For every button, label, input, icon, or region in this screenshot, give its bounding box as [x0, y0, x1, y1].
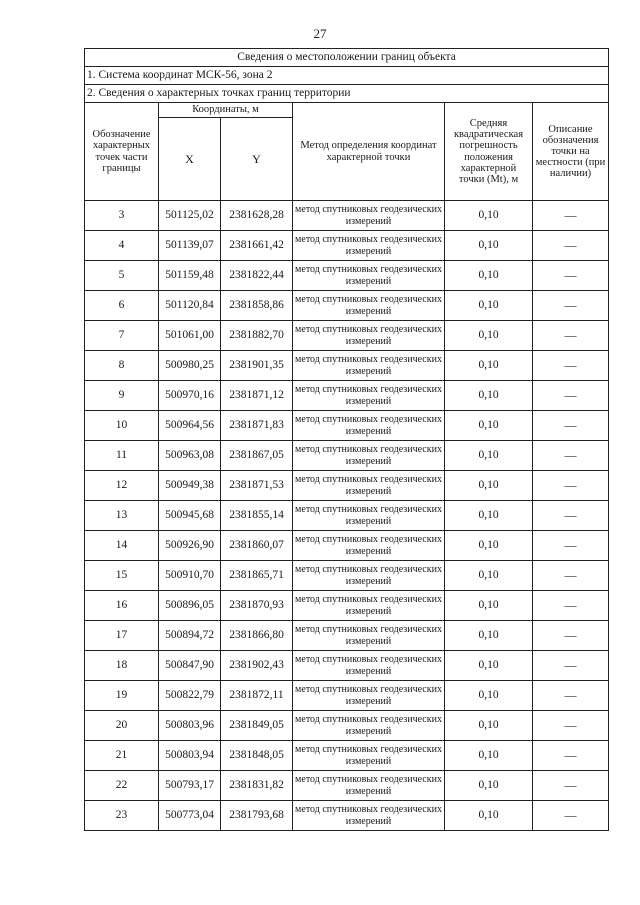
description-cell: —: [533, 351, 609, 381]
point-number: 6: [85, 291, 159, 321]
point-number: 12: [85, 471, 159, 501]
method-cell: метод спутниковых геодезических измерений: [293, 621, 445, 651]
table-title: Сведения о местоположении границ объекта: [85, 49, 609, 67]
coordinate-y: 2381831,82: [221, 771, 293, 801]
method-cell: метод спутниковых геодезических измерений: [293, 351, 445, 381]
method-cell: метод спутниковых геодезических измерений: [293, 501, 445, 531]
method-cell: метод спутниковых геодезических измерений: [293, 231, 445, 261]
coordinate-x: 500970,16: [159, 381, 221, 411]
description-cell: —: [533, 381, 609, 411]
method-cell: метод спутниковых геодезических измерений: [293, 471, 445, 501]
coordinate-y: 2381872,11: [221, 681, 293, 711]
description-cell: —: [533, 531, 609, 561]
point-number: 18: [85, 651, 159, 681]
coordinate-y: 2381860,07: [221, 531, 293, 561]
coordinate-x: 500964,56: [159, 411, 221, 441]
coordinate-x: 500949,38: [159, 471, 221, 501]
error-cell: 0,10: [445, 741, 533, 771]
method-cell: метод спутниковых геодезических измерений: [293, 381, 445, 411]
method-cell: метод спутниковых геодезических измерений: [293, 771, 445, 801]
table-row: [85, 291, 609, 321]
error-cell: 0,10: [445, 471, 533, 501]
coordinate-x: 501139,07: [159, 231, 221, 261]
coordinate-y: 2381822,44: [221, 261, 293, 291]
description-cell: —: [533, 201, 609, 231]
table-row: [85, 711, 609, 741]
method-cell: метод спутниковых геодезических измерений: [293, 591, 445, 621]
coordinate-x: 500945,68: [159, 501, 221, 531]
coordinate-y: 2381855,14: [221, 501, 293, 531]
coordinate-x: 500803,96: [159, 711, 221, 741]
coordinate-x: 500793,17: [159, 771, 221, 801]
table-row: [85, 531, 609, 561]
method-cell: метод спутниковых геодезических измерений: [293, 561, 445, 591]
error-cell: 0,10: [445, 201, 533, 231]
description-cell: —: [533, 651, 609, 681]
coordinate-y: 2381628,28: [221, 201, 293, 231]
error-cell: 0,10: [445, 261, 533, 291]
table-row: [85, 201, 609, 231]
header-x: X: [159, 118, 221, 201]
description-cell: —: [533, 261, 609, 291]
coordinate-y: 2381902,43: [221, 651, 293, 681]
error-cell: 0,10: [445, 501, 533, 531]
table-row: [85, 351, 609, 381]
description-cell: —: [533, 501, 609, 531]
coordinate-y: 2381865,71: [221, 561, 293, 591]
method-cell: метод спутниковых геодезических измерений: [293, 801, 445, 831]
table-row: [85, 621, 609, 651]
table-row: [85, 411, 609, 441]
point-number: 3: [85, 201, 159, 231]
coordinate-x: 500896,05: [159, 591, 221, 621]
description-cell: —: [533, 321, 609, 351]
coordinate-x: 500847,90: [159, 651, 221, 681]
point-number: 8: [85, 351, 159, 381]
coordinate-x: 501061,00: [159, 321, 221, 351]
coordinate-x: 501120,84: [159, 291, 221, 321]
error-cell: 0,10: [445, 561, 533, 591]
coordinate-x: 500963,08: [159, 441, 221, 471]
coordinate-x: 501159,48: [159, 261, 221, 291]
description-cell: —: [533, 441, 609, 471]
point-number: 17: [85, 621, 159, 651]
header-error: Средняя квадратическая погрешность положения характерной точки (Mt), м: [445, 103, 533, 201]
header-method: Метод определения координат характерной точки: [293, 103, 445, 201]
error-cell: 0,10: [445, 531, 533, 561]
table-row: [85, 681, 609, 711]
table-row: [85, 321, 609, 351]
coordinate-y: 2381871,12: [221, 381, 293, 411]
table-row: [85, 651, 609, 681]
coordinate-x: 500822,79: [159, 681, 221, 711]
method-cell: метод спутниковых геодезических измерений: [293, 741, 445, 771]
section-title: 2. Сведения о характерных точках границ территории: [85, 85, 609, 103]
description-cell: —: [533, 741, 609, 771]
coordinate-system: 1. Система координат МСК-56, зона 2: [85, 67, 609, 85]
point-number: 9: [85, 381, 159, 411]
method-cell: метод спутниковых геодезических измерений: [293, 711, 445, 741]
header-description: Описание обозначения точки на местности (при наличии): [533, 103, 609, 201]
coordinate-y: 2381858,86: [221, 291, 293, 321]
point-number: 5: [85, 261, 159, 291]
description-cell: —: [533, 291, 609, 321]
table-row: [85, 741, 609, 771]
description-cell: —: [533, 591, 609, 621]
error-cell: 0,10: [445, 591, 533, 621]
table-row: [85, 501, 609, 531]
coordinate-y: 2381871,83: [221, 411, 293, 441]
error-cell: 0,10: [445, 321, 533, 351]
point-number: 10: [85, 411, 159, 441]
point-number: 7: [85, 321, 159, 351]
point-number: 4: [85, 231, 159, 261]
table-row: [85, 231, 609, 261]
table-row: [85, 801, 609, 831]
coordinate-x: 500980,25: [159, 351, 221, 381]
table-row: [85, 471, 609, 501]
description-cell: —: [533, 471, 609, 501]
error-cell: 0,10: [445, 681, 533, 711]
point-number: 15: [85, 561, 159, 591]
error-cell: 0,10: [445, 621, 533, 651]
point-number: 22: [85, 771, 159, 801]
table-row: [85, 441, 609, 471]
method-cell: метод спутниковых геодезических измерений: [293, 681, 445, 711]
coordinate-x: 500773,04: [159, 801, 221, 831]
method-cell: метод спутниковых геодезических измерений: [293, 441, 445, 471]
point-number: 23: [85, 801, 159, 831]
error-cell: 0,10: [445, 651, 533, 681]
description-cell: —: [533, 771, 609, 801]
coordinate-y: 2381867,05: [221, 441, 293, 471]
description-cell: —: [533, 621, 609, 651]
point-number: 16: [85, 591, 159, 621]
error-cell: 0,10: [445, 711, 533, 741]
error-cell: 0,10: [445, 441, 533, 471]
method-cell: метод спутниковых геодезических измерений: [293, 411, 445, 441]
page-number: 27: [313, 26, 327, 41]
table-row: [85, 771, 609, 801]
coordinate-y: 2381866,80: [221, 621, 293, 651]
header-y: Y: [221, 118, 293, 201]
method-cell: метод спутниковых геодезических измерений: [293, 201, 445, 231]
coordinate-x: 500894,72: [159, 621, 221, 651]
table-row: [85, 381, 609, 411]
point-number: 20: [85, 711, 159, 741]
coordinate-x: 500910,70: [159, 561, 221, 591]
coordinate-y: 2381882,70: [221, 321, 293, 351]
error-cell: 0,10: [445, 351, 533, 381]
description-cell: —: [533, 411, 609, 441]
error-cell: 0,10: [445, 411, 533, 441]
error-cell: 0,10: [445, 381, 533, 411]
description-cell: —: [533, 801, 609, 831]
method-cell: метод спутниковых геодезических измерений: [293, 531, 445, 561]
point-number: 21: [85, 741, 159, 771]
table-row: [85, 561, 609, 591]
coordinate-y: 2381870,93: [221, 591, 293, 621]
error-cell: 0,10: [445, 771, 533, 801]
coordinate-y: 2381848,05: [221, 741, 293, 771]
method-cell: метод спутниковых геодезических измерений: [293, 651, 445, 681]
description-cell: —: [533, 561, 609, 591]
error-cell: 0,10: [445, 291, 533, 321]
coordinate-y: 2381793,68: [221, 801, 293, 831]
boundary-points-table: [84, 48, 609, 831]
table-row: [85, 261, 609, 291]
coordinate-x: 500803,94: [159, 741, 221, 771]
point-number: 13: [85, 501, 159, 531]
description-cell: —: [533, 681, 609, 711]
method-cell: метод спутниковых геодезических измерений: [293, 321, 445, 351]
table-row: [85, 591, 609, 621]
point-number: 11: [85, 441, 159, 471]
coordinate-y: 2381849,05: [221, 711, 293, 741]
method-cell: метод спутниковых геодезических измерений: [293, 261, 445, 291]
description-cell: —: [533, 711, 609, 741]
coordinate-x: 500926,90: [159, 531, 221, 561]
description-cell: —: [533, 231, 609, 261]
header-point-label: Обозначение характерных точек части границы: [85, 103, 159, 201]
error-cell: 0,10: [445, 231, 533, 261]
coordinate-y: 2381661,42: [221, 231, 293, 261]
header-coordinates: Координаты, м: [159, 103, 293, 118]
point-number: 14: [85, 531, 159, 561]
point-number: 19: [85, 681, 159, 711]
method-cell: метод спутниковых геодезических измерений: [293, 291, 445, 321]
coordinate-x: 501125,02: [159, 201, 221, 231]
coordinate-y: 2381871,53: [221, 471, 293, 501]
coordinate-y: 2381901,35: [221, 351, 293, 381]
error-cell: 0,10: [445, 801, 533, 831]
